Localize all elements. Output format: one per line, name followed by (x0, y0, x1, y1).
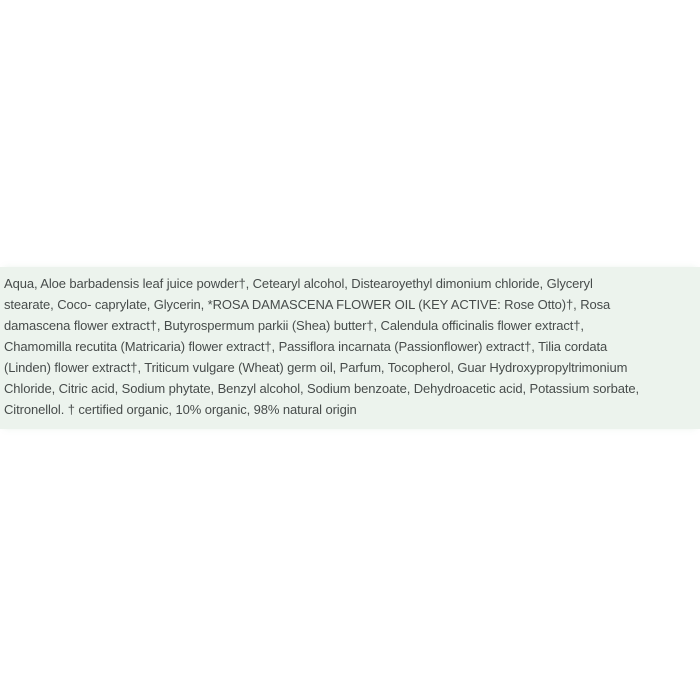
ingredients-line-3: damascena flower extract†, Butyrospermum parkii (Shea) butter†, Calendula officinalis flower extract†, (4, 318, 584, 333)
ingredients-line-4: Chamomilla recutita (Matricaria) flower extract†, Passiflora incarnata (Passionflower) extract†, Tilia cordata (4, 339, 608, 354)
ingredients-panel (0, 267, 700, 429)
ingredients-line-7: Citronellol. † certified organic, 10% organic, 98% natural origin (4, 402, 357, 417)
ingredients-line-1: Aqua, Aloe barbadensis leaf juice powder†, Cetearyl alcohol, Distearoyethyl dimonium chloride, Glyceryl (4, 276, 593, 291)
ingredients-line-6: Chloride, Citric acid, Sodium phytate, Benzyl alcohol, Sodium benzoate, Dehydroacetic acid, Potassium sorbate, (4, 381, 639, 396)
ingredients-line-2: stearate, Coco- caprylate, Glycerin, *ROSA DAMASCENA FLOWER OIL (KEY ACTIVE: Rose Otto)†, Rosa (4, 297, 611, 312)
ingredients-text-block (4, 273, 700, 420)
ingredients-line-5: (Linden) flower extract†, Triticum vulgare (Wheat) germ oil, Parfum, Tocopherol, Guar Hydroxypropyltrimonium (4, 360, 628, 375)
